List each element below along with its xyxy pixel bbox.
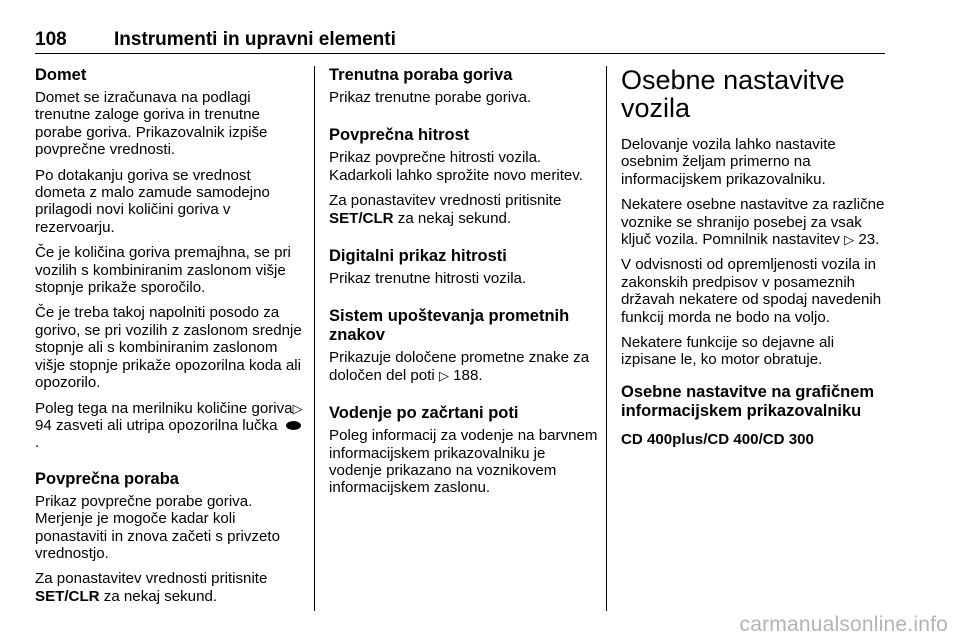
section-heading-poraba: Povprečna poraba xyxy=(35,469,179,488)
page-reference[interactable]: 94 xyxy=(35,416,52,434)
column-divider-1 xyxy=(314,66,315,611)
section-heading: Trenutna poraba goriva xyxy=(329,66,513,84)
set-clr-label: SET/CLR xyxy=(329,209,394,227)
paragraph: Prikaz trenutne hitrosti vozila. xyxy=(329,270,527,288)
page-title: Instrumenti in upravni elementi xyxy=(114,29,396,50)
column-1 xyxy=(35,66,305,613)
paragraph: Poleg informacij za vodenje na barvnem informacijskem prikazovalniku je vodenje prikazano na voznikovem informacijskem zaslonu. xyxy=(329,427,598,497)
header-rule xyxy=(35,53,885,54)
reference-arrow-icon: ▷ xyxy=(438,367,449,383)
watermark: carmanualsonline.info xyxy=(739,613,948,636)
section-heading: Digitalni prikaz hitrosti xyxy=(329,247,507,266)
paragraph: Nekatere osebne nastavitve za različne voznike se shranijo posebej za vsak ključ vozila. Pomnilnik nastavitev ▷ 23. xyxy=(621,196,885,249)
paragraph: Prikaz povprečne porabe goriva. Merjenje je mogoče kadar koli ponastaviti in znova začeti s privzeto vrednostjo. xyxy=(35,492,280,562)
section-heading: Sistem upoštevanja prometnih znakov xyxy=(329,307,570,345)
paragraph: Če je količina goriva premajhna, se pri vozilih s kombiniranim zaslonom višje stopnje prikaže sporočilo. xyxy=(35,244,291,297)
reference-arrow-icon: ▷ xyxy=(292,400,303,416)
paragraph: Domet se izračunava na podlagi trenutne zaloge goriva in trenutne porabe goriva. Prikazovalnik izpiše povprečne vrednosti. xyxy=(35,89,268,159)
paragraph: Če je treba takoj napolniti posodo za gorivo, se pri vozilih z zaslonom srednje stopnje ali s kombiniranim zaslonom višje stopnje prikaže opozorilna koda ali opozorilo. xyxy=(35,304,302,392)
reference-arrow-icon: ▷ xyxy=(844,232,855,248)
section-heading: Vodenje po začrtani poti xyxy=(329,404,519,423)
section-heading: Osebne nastavitve na grafičnem informacijskem prikazovalniku xyxy=(621,382,875,420)
chapter-title: Osebne nastavitve vozila xyxy=(621,65,845,123)
column-3 xyxy=(621,66,891,449)
paragraph: Prikaz povprečne hitrosti vozila. Kadarkoli lahko sprožite novo meritev. xyxy=(329,149,583,184)
paragraph: Prikazuje določene prometne znake za določen del poti ▷ 188. xyxy=(329,349,590,384)
set-clr-label: SET/CLR xyxy=(35,587,100,605)
paragraph: Prikaz trenutne porabe goriva. xyxy=(329,89,532,106)
paragraph: Nekatere funkcije so dejavne ali izpisane le, ko motor obratuje. xyxy=(621,334,835,369)
paragraph: Po dotakanju goriva se vrednost dometa z malo zamude samodejno prilagodi novi količini goriva v rezervoarju. xyxy=(35,166,270,236)
subsection-heading: CD 400plus/CD 400/CD 300 xyxy=(621,430,814,448)
paragraph: Poleg tega na merilniku količine goriva▷ 94 zasveti ali utripa opozorilna lučka . xyxy=(35,399,303,452)
section-heading-domet: Domet xyxy=(35,66,87,84)
paragraph: V odvisnosti od opremljenosti vozila in zakonskih predpisov v posameznih državah nekatere od spodaj navedenih funkcij morda ne bodo na voljo. xyxy=(621,256,882,326)
fuel-warning-lamp-icon xyxy=(286,421,301,430)
page-reference[interactable]: 188 xyxy=(453,366,479,384)
section-heading: Povprečna hitrost xyxy=(329,126,470,145)
page-header xyxy=(35,30,885,50)
paragraph: Delovanje vozila lahko nastavite osebnim željam primerno na informacijskem prikazovalniku. xyxy=(621,136,836,188)
column-2 xyxy=(329,66,599,505)
paragraph: Za ponastavitev vrednosti pritisnite SET/CLR za nekaj sekund. xyxy=(329,192,562,227)
column-divider-2 xyxy=(606,66,607,611)
paragraph: Za ponastavitev vrednosti pritisnite SET/CLR za nekaj sekund. xyxy=(35,570,268,605)
page-reference[interactable]: 23 xyxy=(858,231,876,249)
page-number: 108 xyxy=(35,29,67,50)
